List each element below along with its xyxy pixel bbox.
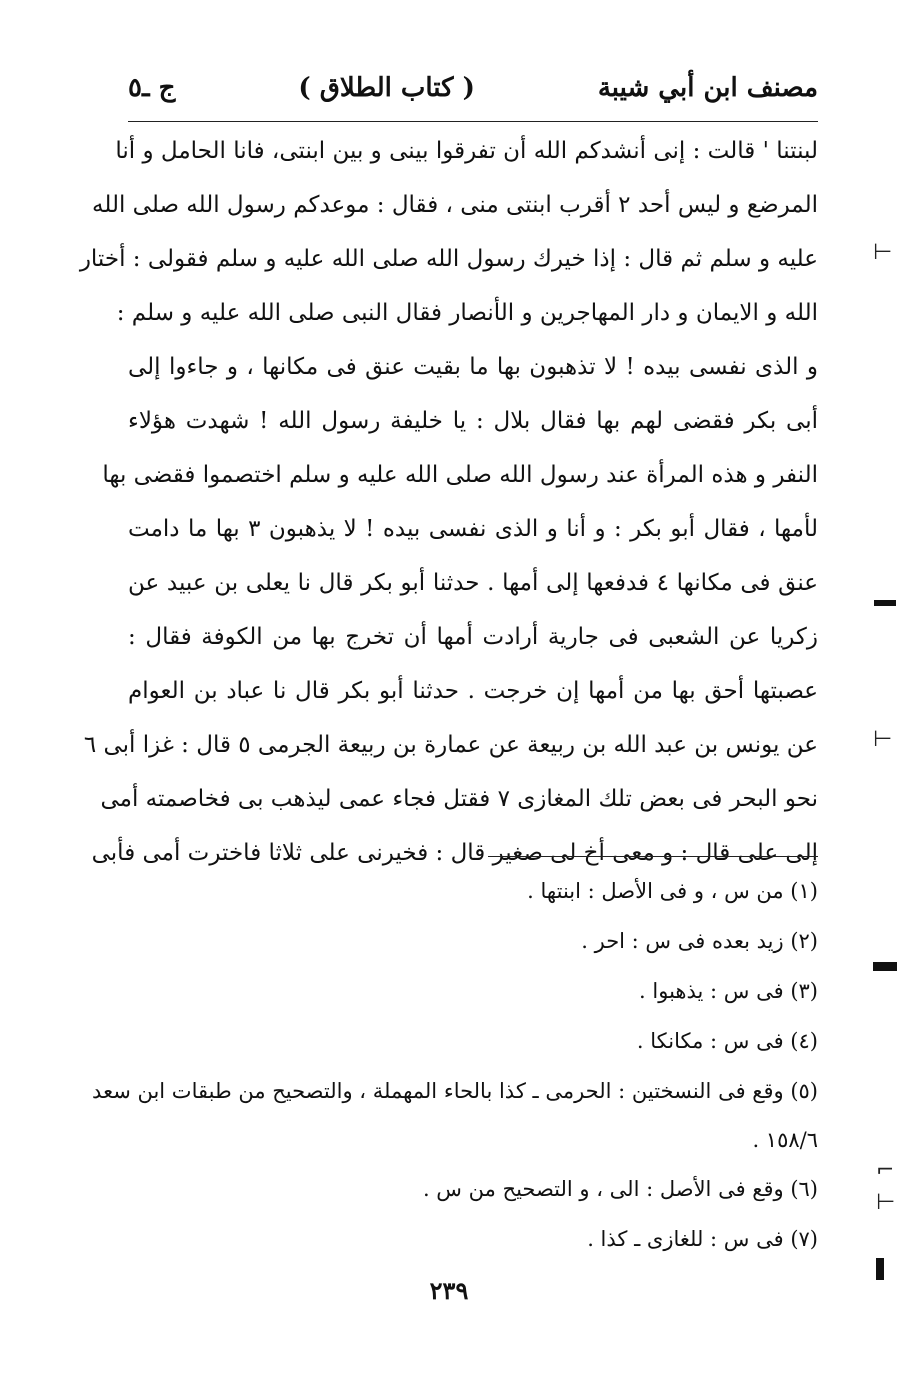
scan-tick-mark: ⌐ — [876, 1158, 895, 1183]
footnote-1: (١) من س ، و فى الأصل : ابنتها . — [527, 879, 818, 903]
footnote-5-continuation: ١٥٨/٦ . — [752, 1128, 818, 1152]
text-line: لأمها ، فقال أبو بكر : و أنا و الذى نفسى بيده ! لا يذهبون ٣ بها ما دامت — [128, 516, 818, 542]
scan-tick-mark: ⊢ — [873, 727, 893, 752]
text-line: عنق فى مكانها ٤ فدفعها إلى أمها . حدثنا أبو بكر قال نا يعلى بن عبيد عن — [128, 570, 818, 596]
scan-margin-mark — [876, 1258, 884, 1280]
header-rule — [128, 121, 818, 122]
page-number: ٢٣٩ — [429, 1276, 469, 1305]
text-line: الله و الايمان و دار المهاجرين و الأنصار فقال النبى صلى الله عليه و سلم : — [116, 300, 818, 326]
text-line: عن يونس بن عبد الله بن ربيعة عن عمارة بن ربيعة الجرمى ٥ قال : غزا أبى ٦ — [83, 732, 818, 758]
text-line: نحو البحر فى بعض تلك المغازى ٧ فقتل فجاء عمى ليذهب بى فخاصمته أمى — [100, 786, 818, 812]
text-line: زكريا عن الشعبى فى جارية أرادت أمها أن تخرج بها من الكوفة فقال : — [128, 624, 818, 650]
footnote-rule — [488, 856, 818, 857]
footnote-2: (٢) زيد بعده فى س : احر . — [581, 929, 818, 953]
footnote-6: (٦) وقع فى الأصل : الى ، و التصحيح من س . — [422, 1177, 818, 1201]
page-header — [128, 68, 818, 108]
volume-label: ج ـ٥ — [128, 73, 176, 103]
text-line: عليه و سلم ثم قال : إذا خيرك رسول الله صلى الله عليه و سلم فقولى : أختار — [79, 246, 818, 272]
scan-margin-mark — [874, 600, 896, 606]
scan-tick-mark: ⊢ — [873, 240, 893, 265]
scan-margin-mark — [873, 962, 897, 971]
text-line: النفر و هذه المرأة عند رسول الله صلى الله عليه و سلم اختصموا فقضى بها — [102, 462, 818, 488]
text-line: المرضع و ليس أحد ٢ أقرب ابنتى منى ، فقال : موعدكم رسول الله صلى الله — [92, 192, 818, 218]
text-line: و الذى نفسى بيده ! لا تذهبون بها ما بقيت عنق فى مكانها ، و جاءوا إلى — [128, 354, 818, 380]
main-text — [79, 124, 818, 880]
footnote-4: (٤) فى س : مكانكا . — [636, 1029, 818, 1053]
text-line: عصبتها أحق بها من أمها إن خرجت . حدثنا أبو بكر قال نا عباد بن العوام — [128, 678, 818, 704]
footnote-3: (٣) فى س : يذهبوا . — [639, 979, 818, 1003]
text-line: أبى بكر فقضى لهم بها فقال بلال : يا خليفة رسول الله ! شهدت هؤلاء — [128, 408, 818, 434]
text-line: إلى على قال : و معى أخ لى صغير قال : فخيرنى على ثلاثا فاخترت أمى فأبى — [91, 840, 818, 866]
section-title: ( كتاب الطلاق ) — [298, 73, 475, 103]
book-title: مصنف ابن أبي شيبة — [597, 73, 818, 103]
footnote-5: (٥) وقع فى النسختين : الحرمى ـ كذا بالحاء المهملة ، والتصحيح من طبقات ابن سعد — [92, 1079, 818, 1103]
scan-tick-mark: ⊢ — [876, 1190, 896, 1215]
footnotes — [92, 866, 818, 1264]
text-line: لبنتنا ' قالت : إنى أنشدكم الله أن تفرقوا بينى و بين ابنتى، فانا الحامل و أنا — [115, 138, 818, 164]
footnote-7: (٧) فى س : للغازى ـ كذا . — [587, 1227, 818, 1251]
